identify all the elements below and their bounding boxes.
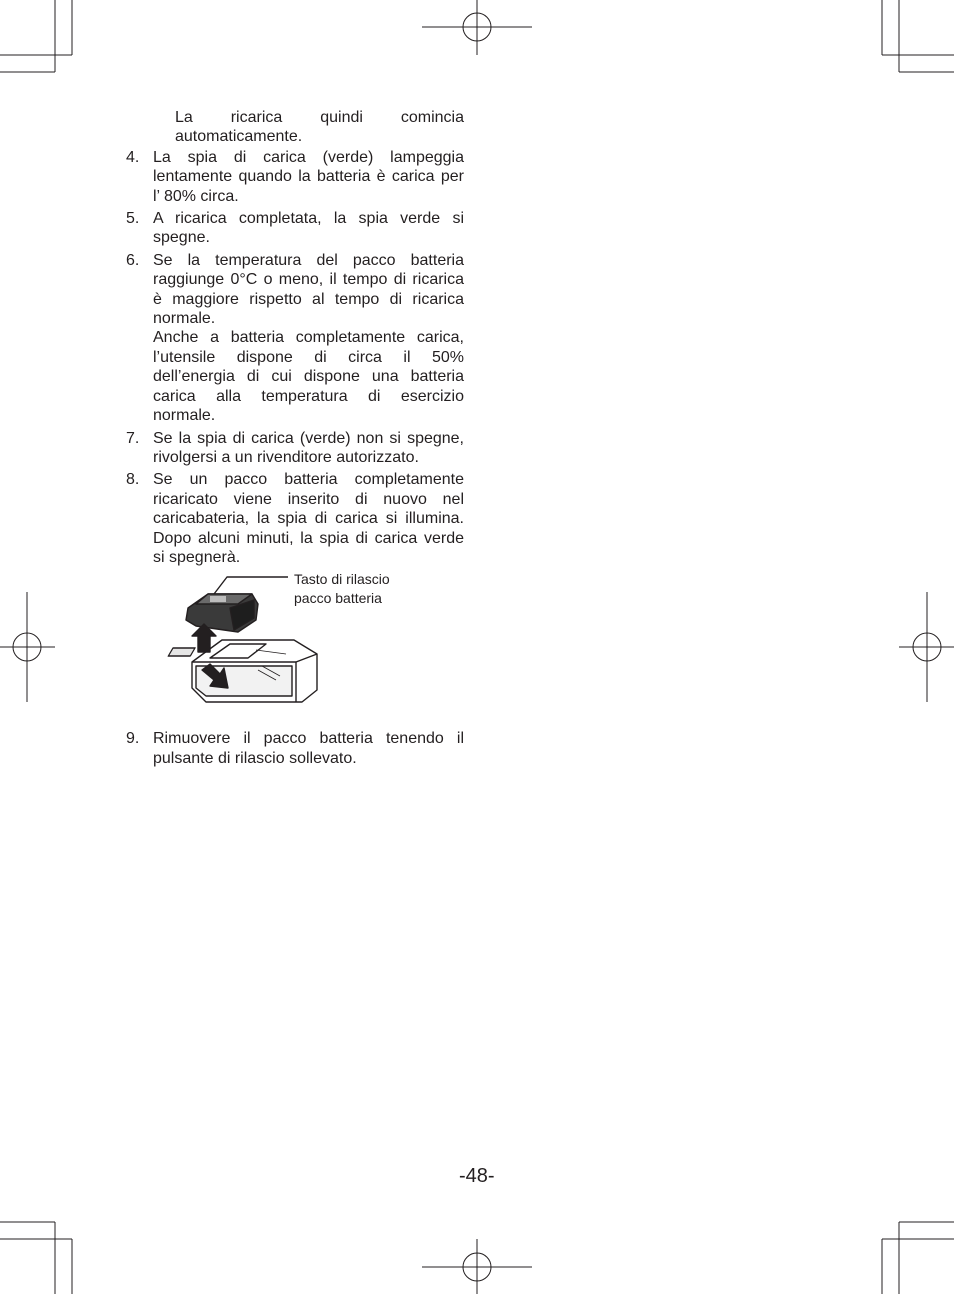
step-text: Rimuovere il pacco batteria tenendo il pulsante di rilascio sollevato. [153,730,464,767]
list-item [126,429,464,468]
list-item [126,148,464,206]
figure-caption [294,570,390,608]
step-text: Se un pacco batteria completamente ricaricato viene inserito di nuovo nel caricabateria, la spia di carica si illumina. Dopo alcuni minuti, la spia di carica verde si spegnerà. [153,471,464,566]
step-number: 5. [126,210,140,228]
step-number: 6. [126,251,140,269]
step-number: 8. [126,471,140,489]
page-number: -48- [459,1165,495,1187]
step-note-text: Anche a batteria completamente carica, l’utensile dispone di circa il 50% dell’energia di cui dispone una batteria carica alla temperatura di esercizio normale. [153,329,464,425]
list-item [126,729,464,768]
charger-figure [126,570,464,724]
step-text: La spia di carica (verde) lampeggia lentamente quando la batteria è carica per l’ 80% circa. [153,148,464,205]
instructions-column [126,108,464,771]
step-text: Se la temperatura del pacco batteria raggiunge 0°C o meno, il tempo di ricarica è maggiore rispetto al tempo di ricarica normale. [153,251,464,328]
step-number: 7. [126,429,140,447]
list-item [126,251,464,426]
step-text: Se la spia di carica (verde) non si spegne, rivolgersi a un rivenditore autorizzato. [153,429,464,466]
caption-line: Tasto di rilascio [294,571,390,588]
caption-line: pacco batteria [294,590,382,607]
list-item [126,209,464,248]
step-number: 9. [126,730,140,748]
intro-text: La ricarica quindi comincia automaticamente. [175,109,464,146]
step-text: A ricarica completata, la spia verde si spegne. [153,210,464,247]
list-item [126,470,464,567]
step-number: 4. [126,148,140,166]
